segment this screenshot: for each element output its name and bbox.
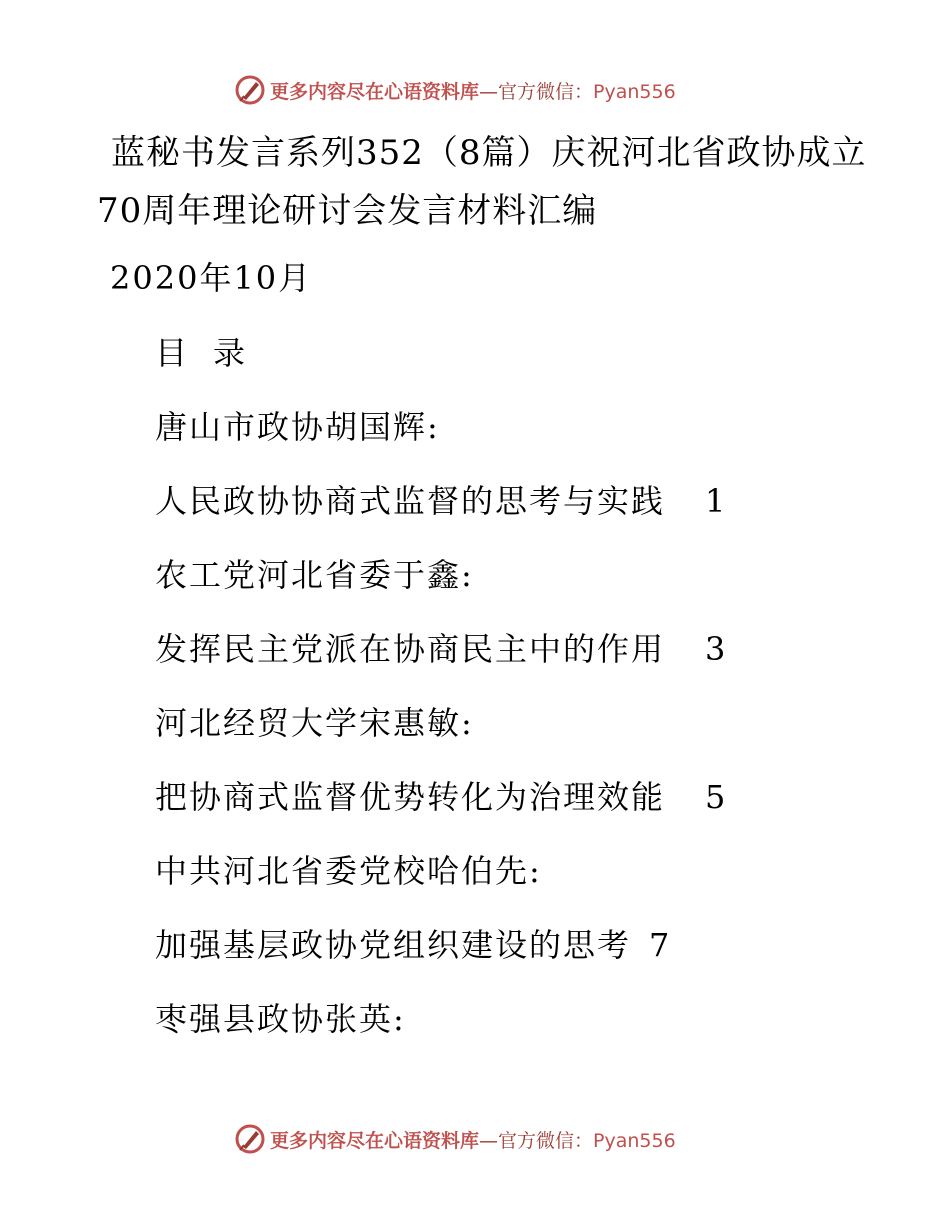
toc-author: 唐山市政协胡国辉: [155, 408, 440, 446]
toc-entry [155, 922, 805, 996]
toc-entry-title: 人民政协协商式监督的思考与实践 [155, 482, 666, 520]
watermark-label: 官方微信： [498, 1129, 594, 1152]
toc-entry-title: 把协商式监督优势转化为治理效能 [155, 778, 666, 816]
toc-entry-title: 发挥民主党派在协商民主中的作用 [155, 630, 666, 668]
toc-page-number: 3 [705, 630, 728, 668]
toc-author: 枣强县政协张英: [155, 1000, 406, 1038]
watermark-handle: Pyan556 [593, 80, 676, 103]
footer-watermark [234, 1122, 676, 1156]
title-line-1: 蓝秘书发言系列352（8篇）庆祝河北省政协成立 [111, 133, 867, 173]
toc-page-number: 7 [649, 926, 672, 964]
document-date: 2020年10月 [110, 259, 313, 297]
toc-entry [155, 774, 805, 848]
watermark-prefix: 更多内容尽在心语资料库 [270, 80, 480, 103]
toc-entry-title: 加强基层政协党组织建设的思考 [155, 926, 632, 964]
table-of-contents [155, 330, 805, 1070]
toc-heading: 目 录 [155, 334, 248, 372]
document-title [97, 124, 877, 240]
watermark-dash: — [479, 80, 499, 103]
toc-author: 中共河北省委党校哈伯先: [155, 852, 542, 890]
watermark-handle: Pyan556 [593, 1129, 676, 1152]
toc-page-number: 5 [705, 778, 728, 816]
quill-logo-icon [234, 74, 266, 106]
toc-entry [155, 478, 805, 552]
toc-entry [155, 626, 805, 700]
toc-page-number: 1 [705, 482, 728, 520]
toc-author: 河北经贸大学宋惠敏: [155, 704, 474, 742]
quill-logo-icon [234, 1123, 266, 1155]
title-line-2: 70周年理论研讨会发言材料汇编 [97, 191, 598, 231]
watermark-label: 官方微信： [498, 80, 594, 103]
toc-author: 农工党河北省委于鑫: [155, 556, 474, 594]
watermark-dash: — [479, 1129, 499, 1152]
watermark-prefix: 更多内容尽在心语资料库 [270, 1129, 480, 1152]
header-watermark [234, 73, 676, 107]
